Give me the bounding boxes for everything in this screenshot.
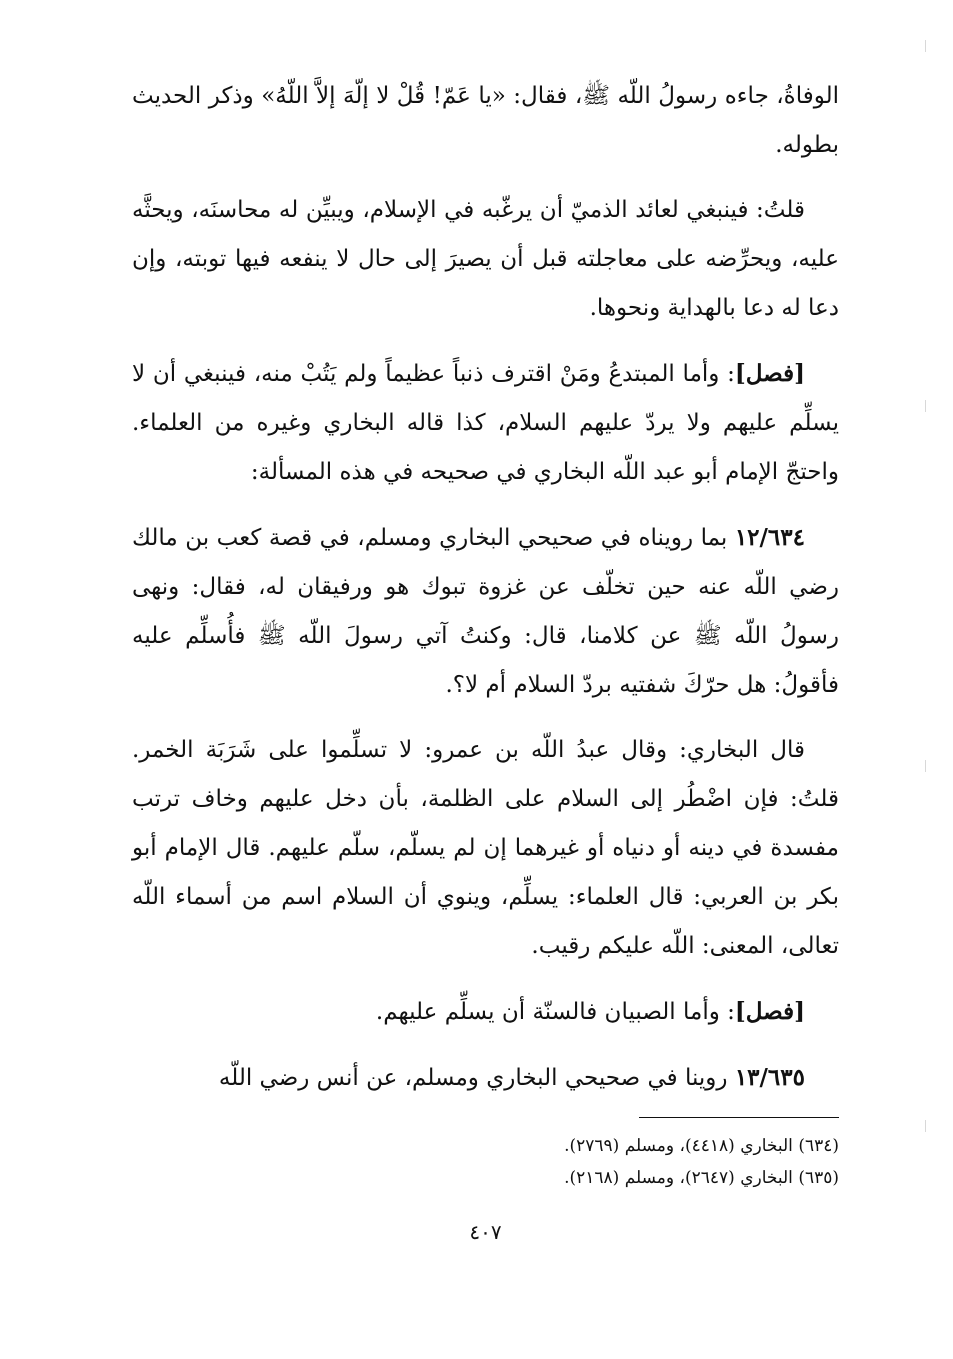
- paragraph-text: بما رويناه في صحيحي البخاري ومسلم، في قصة كعب بن مالك رضي اللّه عنه حين تخلّف عن غزوة تبوك هو ورفيقان له، فقال: ونهى رسولُ اللّه ﷺ عن كلامنا، قال: وكنتُ آتي رسولَ اللّه ﷺ فأُسلِّم عليه فأقولُ: هل حرّكَ شفتيه بردّ السلام أم لا؟.: [132, 525, 839, 698]
- footnote-divider: [639, 1117, 839, 1118]
- page-number: ٤٠٧: [469, 1220, 502, 1244]
- footnotes: [132, 1130, 839, 1194]
- body-text: [132, 72, 839, 1103]
- book-page: [132, 72, 839, 1322]
- paragraph: [132, 186, 839, 333]
- paragraph: [132, 1053, 839, 1103]
- margin-mark: [925, 1120, 926, 1132]
- footnote-634: (٦٣٤) البخاري (٤٤١٨)، ومسلم (٢٧٦٩).: [564, 1136, 839, 1156]
- paragraph-text: : وأما الصبيان فالسنّة أن يسلِّم عليهم.: [375, 999, 735, 1025]
- margin-mark: [925, 40, 926, 52]
- margin-mark: [925, 760, 926, 772]
- paragraph-text: روينا في صحيحي البخاري ومسلم، عن أنس رضي اللّه: [218, 1065, 735, 1091]
- margin-mark: [925, 400, 926, 412]
- paragraph-text: : وأما المبتدعُ ومَنْ اقترف ذنباً عظيماً ولم يَتُبْ منه، فينبغي أن لا يسلِّم عليهم ولا يردّ عليهم السلام، كذا قاله البخاري وغيره من العلماء. واحتجّ الإمام أبو عبد اللّه البخاري في صحيحه في هذه المسألة:: [132, 361, 839, 485]
- paragraph-label: ١٣/٦٣٥: [734, 1064, 805, 1091]
- paragraph-text: قلتُ: فينبغي لعائد الذميّ أن يرغّبه في الإسلام، ويبيِّن له محاسنَه، ويحثَّه عليه، ويحرِّضه على معاجلته قبل أن يصيرَ إلى حال لا ينفعه فيها توبته، وإن دعا له دعا بالهداية ونحوها.: [132, 197, 839, 321]
- paragraph-text: الوفاةُ، جاءه رسولُ اللّه ﷺ، فقال: «يا عَمّ! قُلْ لا إلّهَ إلاَّ اللّهُ» وذكر الحديث بطوله.: [132, 83, 839, 158]
- paragraph: [132, 349, 839, 497]
- paragraph: [132, 513, 839, 710]
- paragraph: [132, 726, 839, 971]
- paragraph-label: [فصل]: [734, 998, 805, 1025]
- paragraph: [132, 987, 839, 1037]
- paragraph-text: قال البخاري: وقال عبدُ اللّه بن عمرو: لا تسلِّموا على شَرَبَة الخمر. قلتُ: فإن اضْطُر إلى السلام على الظلمة، بأن دخل عليهم وخاف ترتب مفسدة في دينه أو دنياه أو غيرهما إن لم يسلّم، سلّم عليهم. قال الإمام أبو بكر بن العربي: قال العلماء: يسلِّم، وينوي أن السلام اسم من أسماء اللّه تعالى، المعنى: اللّه عليكم رقيب.: [132, 737, 839, 959]
- paragraph-label: [فصل]: [734, 360, 805, 387]
- footnote-635: (٦٣٥) البخاري (٢٦٤٧)، ومسلم (٢١٦٨).: [564, 1168, 839, 1188]
- paragraph-label: ١٢/٦٣٤: [734, 524, 805, 551]
- paragraph: [132, 72, 839, 170]
